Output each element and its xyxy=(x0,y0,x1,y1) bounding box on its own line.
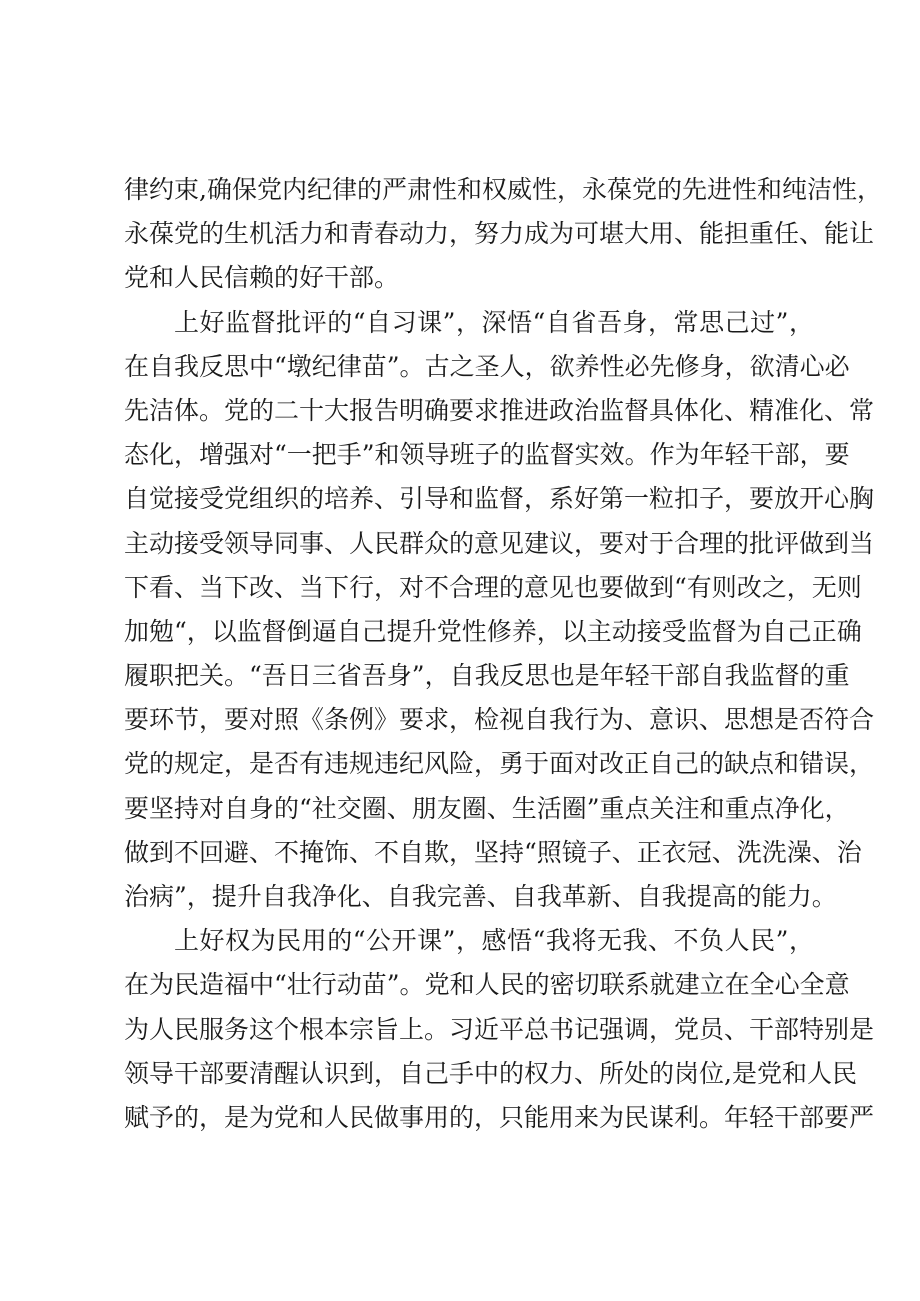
text-line: 在自我反思中“墩纪律苗”。古之圣人，欲养性必先修身，欲清心必 xyxy=(124,351,850,381)
text-line: 律约束,确保党内纪律的严肃性和权威性，永葆党的先进性和纯洁性， xyxy=(124,175,882,204)
text-line: 主动接受领导同事、人民群众的意见建议，要对于合理的批评做到当 xyxy=(124,528,875,558)
paragraph-first-line: 上好权为民用的“公开课”，感悟“我将无我、不负人民”， xyxy=(174,926,814,956)
text-line: 态化，增强对“一把手”和领导班子的监督实效。作为年轻干部，要 xyxy=(124,440,850,470)
text-line: 在为民造福中“壮行动苗”。党和人民的密切联系就建立在全心全意 xyxy=(124,970,850,1000)
text-line: 为人民服务这个根本宗旨上。习近平总书记强调，党员、干部特别是 xyxy=(124,1014,875,1044)
text-line: 做到不回避、不掩饰、不自欺，坚持“照镜子、正衣冠、洗洗澡、治 xyxy=(124,837,862,867)
paragraph-first-line: 上好监督批评的“自习课”，深悟“自省吾身，常思己过”， xyxy=(174,307,814,337)
text-line: 党和人民信赖的好干部。 xyxy=(124,263,400,293)
text-line: 要环节，要对照《条例》要求，检视自我行为、意识、思想是否符合 xyxy=(124,705,875,735)
document-body xyxy=(124,168,882,1140)
text-line: 领导干部要清醒认识到，自己手中的权力、所处的岗位,是党和人民 xyxy=(124,1058,857,1088)
text-line: 治病”，提升自我净化、自我完善、自我革新、自我提高的能力。 xyxy=(124,882,837,911)
text-line: 党的规定，是否有违规违纪风险，勇于面对改正自己的缺点和错误， xyxy=(124,749,875,779)
text-line: 要坚持对自身的“社交圈、朋友圈、生活圈”重点关注和重点净化， xyxy=(124,793,850,823)
text-line: 履职把关。“吾日三省吾身”，自我反思也是年轻干部自我监督的重 xyxy=(124,661,850,691)
text-line: 赋予的，是为党和人民做事用的，只能用来为民谋利。年轻干部要严 xyxy=(124,1102,875,1132)
text-line: 先洁体。党的二十大报告明确要求推进政治监督具体化、精准化、常 xyxy=(124,395,875,425)
text-line: 下看、当下改、当下行，对不合理的意见也要做到“有则改之，无则 xyxy=(124,572,862,602)
text-line: 加勉“，以监督倒逼自己提升党性修养，以主动接受监督为自己正确 xyxy=(124,616,862,646)
text-line: 自觉接受党组织的培养、引导和监督，系好第一粒扣子，要放开心胸 xyxy=(124,484,875,514)
text-line: 永葆党的生机活力和青春动力，努力成为可堪大用、能担重任、能让 xyxy=(124,219,875,249)
